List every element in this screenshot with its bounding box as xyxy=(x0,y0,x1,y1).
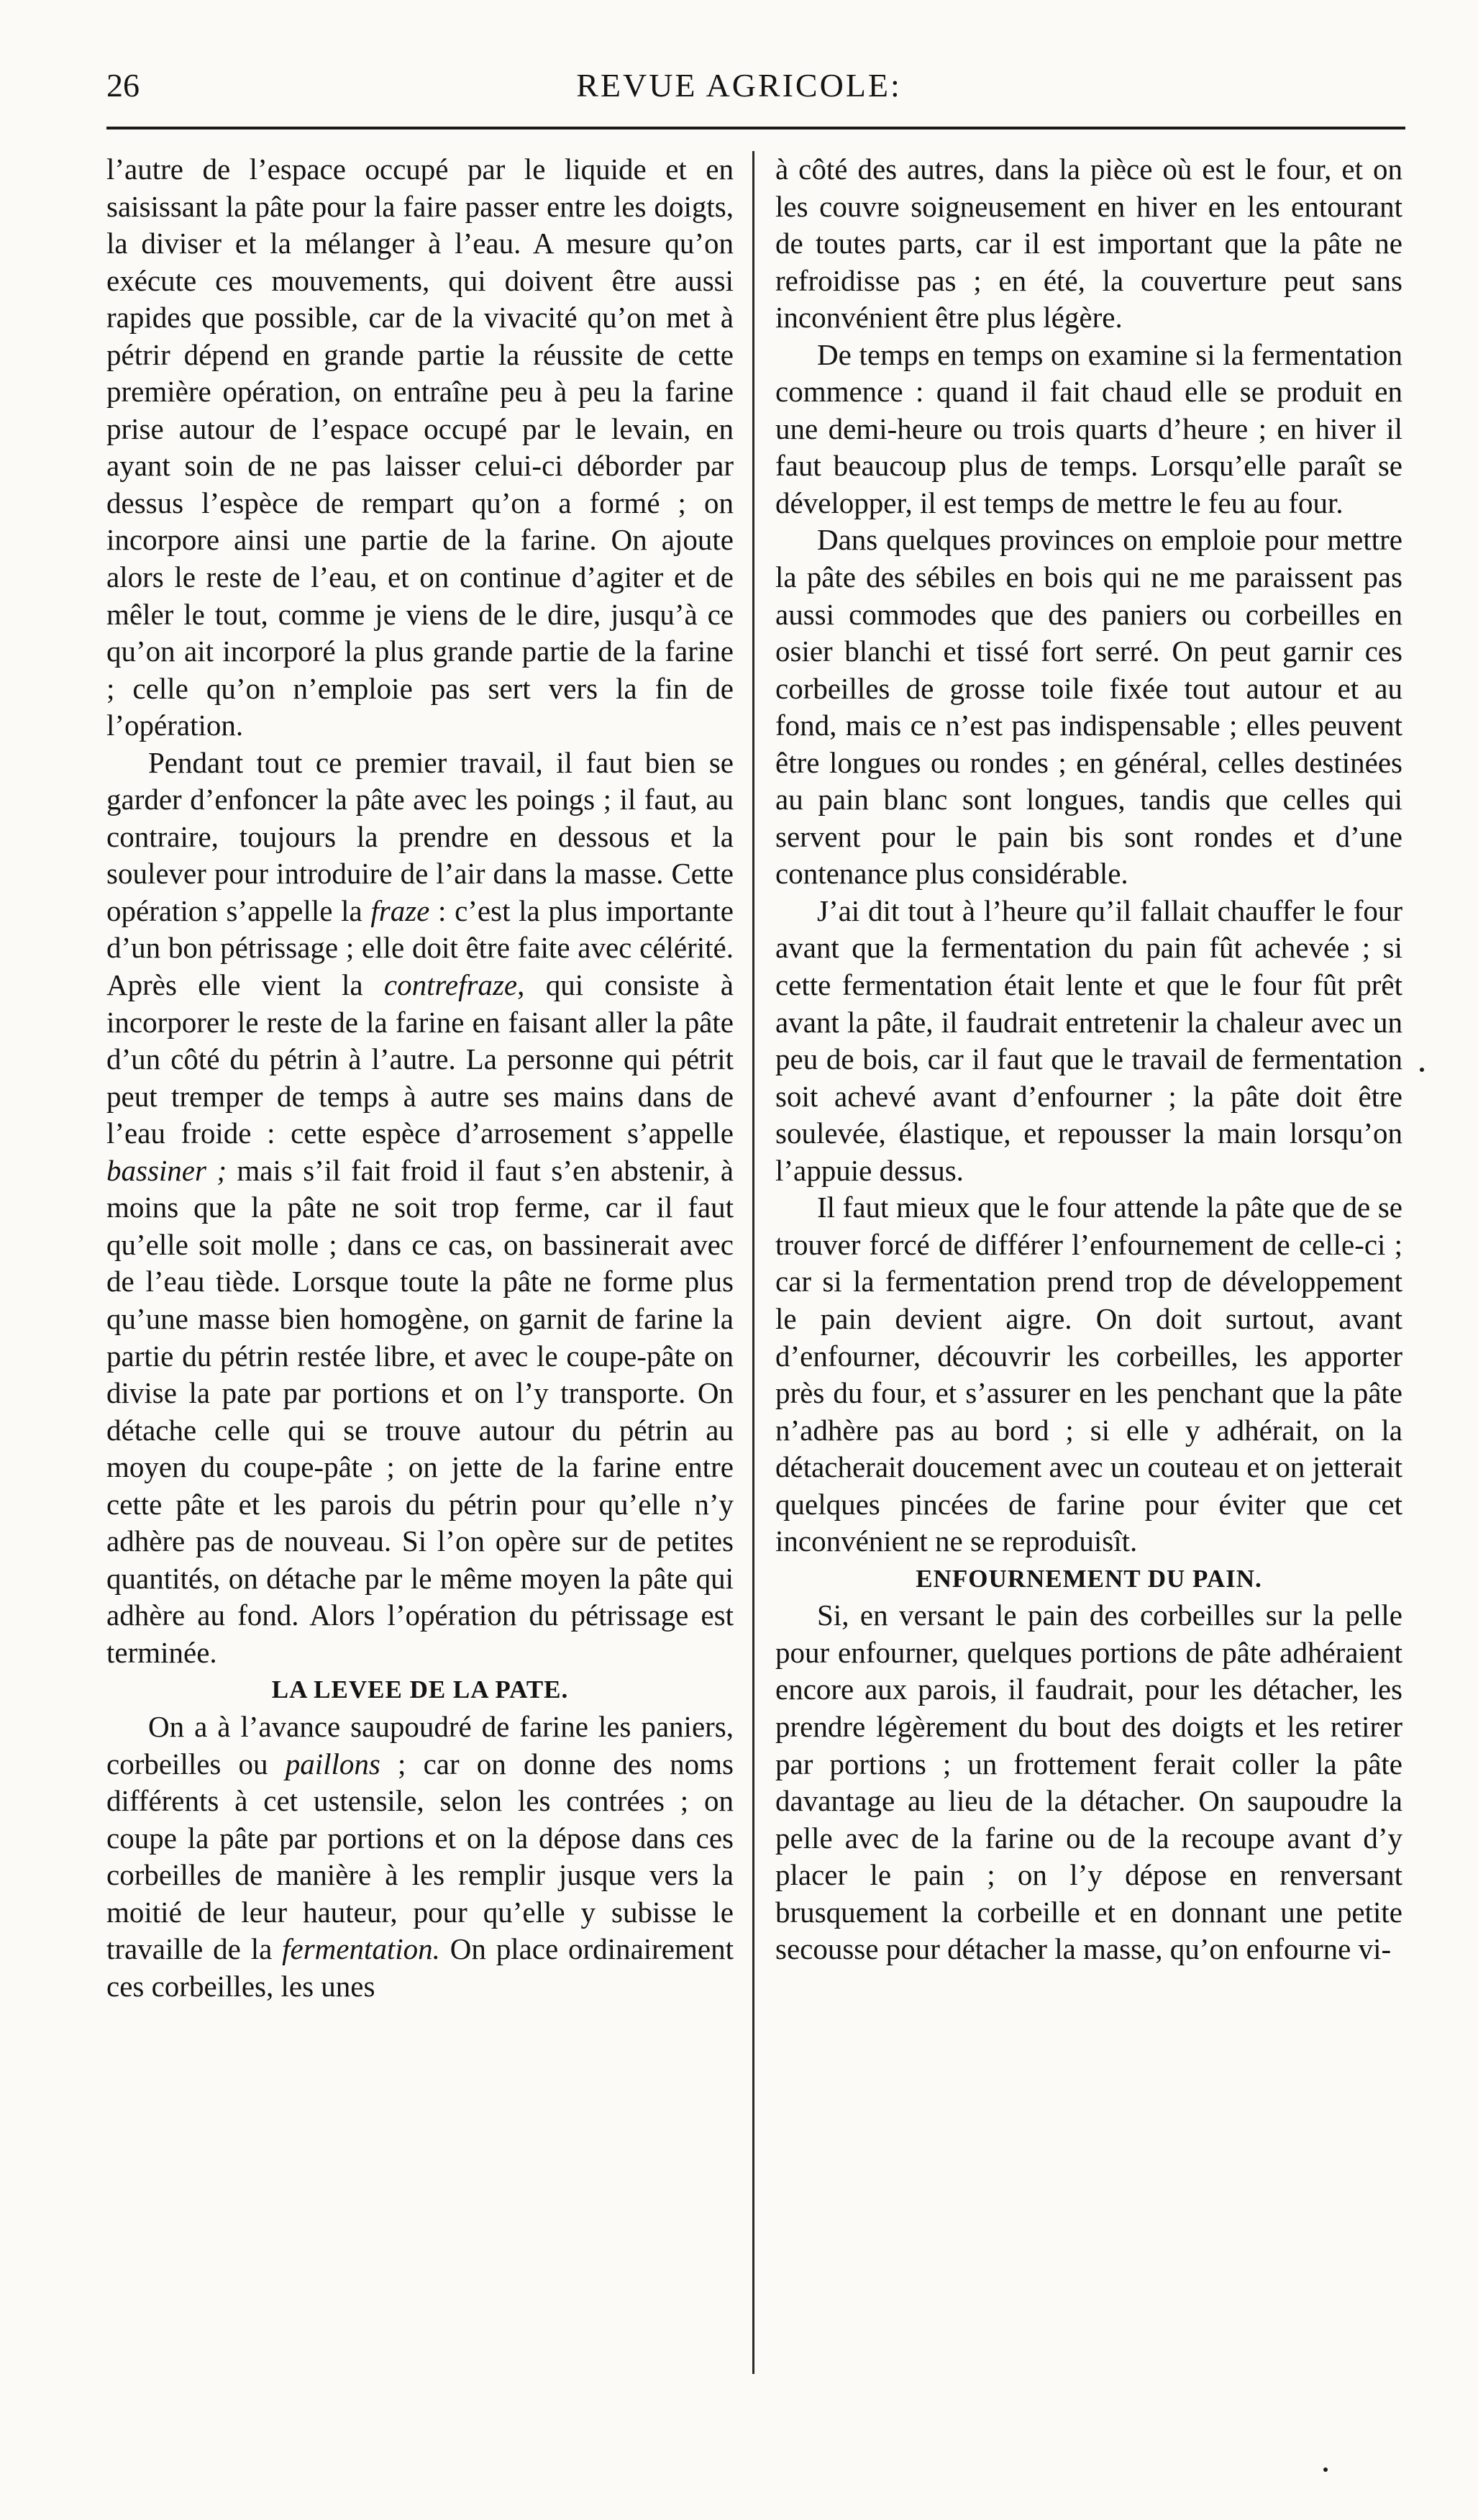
italic-term: fermentation. xyxy=(282,1932,440,1966)
page-number: 26 xyxy=(106,67,140,104)
text-run: ; car on donne des noms différents à cet ustensile, selon les contrées ; on coupe la pâte par portions et on la dépose dans ces corbeilles de manière à les remplir jusque vers la moitié de leur hauteur, pour qu’elle y subisse le travaille de la xyxy=(106,1747,734,1966)
text-run: On a à l’avance saupoudré de farine les paniers, corbeilles ou xyxy=(106,1709,734,1780)
italic-term: contrefraze xyxy=(383,968,518,1002)
paragraph: à côté des autres, dans la pièce où est le four, et on les couvre soigneusement en hiver en les entourant de toutes parts, car il est important que la pâte ne refroidisse pas ; en été, la couverture peut sans inconvénient être plus légère. xyxy=(775,153,1402,335)
paragraph: Dans quelques provinces on emploie pour mettre la pâte des sébiles en bois qui ne me paraissent pas aussi commodes que des paniers ou corbeilles en osier blanchi et tissé fort serré. On peut garnir ces corbeilles de grosse toile fixée tout autour et au fond, mais ce n’est pas indispensable ; elles peuvent être longues ou rondes ; en général, celles destinées au pain blanc sont longues, tandis que celles qui servent pour le pain bis sont rondes et d’une contenance plus considérable. xyxy=(775,523,1402,891)
italic-term: fraze xyxy=(370,893,430,927)
paragraph: Il faut mieux que le four attende la pâte que de se trouver forcé de différer l’enfournement de celle-ci ; car si la fermentation prend trop de développement le pain devient aigre. On doit surtout, avant d’enfourner, découvrir les corbeilles, les apporter près du four, et s’assurer en les penchant que la pâte n’adhère pas au bord ; si elle y adhérait, on la détacherait doucement avec un couteau et on jetterait quelques pincées de farine pour éviter que cet inconvénient ne se reproduisît. xyxy=(775,1191,1402,1558)
text-run: mais s’il fait froid il faut s’en abstenir, à moins que la pâte ne soit trop ferme, car il faut qu’elle soit molle ; dans ce cas, on bassinerait avec de l’eau tiède. Lorsque toute la pâte ne forme plus qu’une masse bien homogène, on garnit de farine la partie du pétrin restée libre, et avec le coupe-pâte on divise la pate par portions et on l’y transporte. On détache celle qui se trouve autour du pétrin au moyen du coupe-pâte ; on jette de la farine entre cette pâte et les parois du pétrin pour qu’elle n’y adhère pas de nouveau. Si l’on opère sur de petites quantités, on détache par le même moyen la pâte qui adhère au fond. Alors l’opération du pétrissage est terminée. xyxy=(106,1153,734,1669)
paragraph xyxy=(106,745,734,1672)
italic-term: paillons xyxy=(285,1747,380,1780)
paragraph: J’ai dit tout à l’heure qu’il fallait chauffer le four avant que la fermentation du pain fût achevée ; si cette fermentation était lente et que le four fût prêt avant la pâte, il faudrait entretenir la chaleur avec un peu de bois, car il faut que le travail de fermentation soit achevé avant d’enfourner ; la pâte doit être soulevée, élastique, et repousser la main lorsqu’on l’appuie dessus. xyxy=(775,893,1402,1187)
ink-speck xyxy=(1420,1068,1424,1072)
text-run: Pendant tout ce premier travail, il faut bien se garder d’enfoncer la pâte avec les poings ; il faut, au contraire, toujours la prendre en dessous et la soulever pour introduire de l’air dans la masse. Cette opération s’appelle la xyxy=(106,745,734,927)
running-title: REVUE AGRICOLE: xyxy=(576,67,902,104)
section-heading: LA LEVEE DE LA PATE. xyxy=(271,1675,569,1704)
paragraph: l’autre de l’espace occupé par le liquide et en saisissant la pâte pour la faire passer entre les doigts, la diviser et la mélanger à l’eau. A mesure qu’on exécute ces mouvements, qui doivent être aussi rapides que possible, car de la vivacité qu’on met à pétrir dépend en grande partie la réussite de cette première opération, on entraîne peu à peu la farine prise autour de l’espace occupé par le levain, en ayant soin de ne pas laisser celui-ci déborder par dessus l’espèce de rempart qu’on a formé ; on incorpore ainsi une partie de la farine. On ajoute alors le reste de l’eau, et on continue d’agiter et de mêler le tout, comme je viens de le dire, jusqu’à ce qu’on ait incorporé la plus grande partie de la farine ; celle qu’on n’emploie pas sert vers la fin de l’opération. xyxy=(106,153,734,742)
paragraph xyxy=(106,1709,734,2005)
right-column xyxy=(775,151,1402,1968)
italic-term: bassiner ; xyxy=(106,1153,227,1187)
text-run: , qui consiste à incorporer le reste de la farine en faisant aller la pâte d’un côté du pétrin à l’autre. La personne qui pétrit peut tremper de temps à autre ses mains dans de l’eau froide : cette espèce d’arrosement s’appelle xyxy=(106,968,734,1150)
section-heading: ENFOURNEMENT DU PAIN. xyxy=(916,1564,1262,1593)
paragraph: De temps en temps on examine si la fermentation commence : quand il fait chaud elle se produit en une demi-heure ou trois quarts d’heure ; en hiver il faut beaucoup plus de temps. Lorsqu’elle paraît se développer, il est temps de mettre le feu au four. xyxy=(775,337,1402,519)
column-divider xyxy=(752,151,754,2374)
ink-speck xyxy=(1323,2467,1328,2472)
header-rule xyxy=(106,127,1405,129)
paragraph: Si, en versant le pain des corbeilles sur la pelle pour enfourner, quelques portions de pâte adhéraient encore aux parois, il faudrait, pour les détacher, les prendre légèrement du bout des doigts et les retirer par portions ; un frottement ferait coller la pâte davantage au lieu de la détacher. On saupoudre la pelle avec de la farine ou de la recoupe avant d’y placer le pain ; on l’y dépose en renversant brusquement la corbeille et en donnant une petite secousse pour détacher la masse, qu’on enfourne vi- xyxy=(775,1598,1402,1966)
text-run: : c’est la plus importante d’un bon pétrissage ; elle doit être faite avec célérité. Après elle vient la xyxy=(106,893,734,1002)
left-column xyxy=(106,151,734,2005)
text-run: On place ordinairement ces corbeilles, les unes xyxy=(106,1932,734,2003)
